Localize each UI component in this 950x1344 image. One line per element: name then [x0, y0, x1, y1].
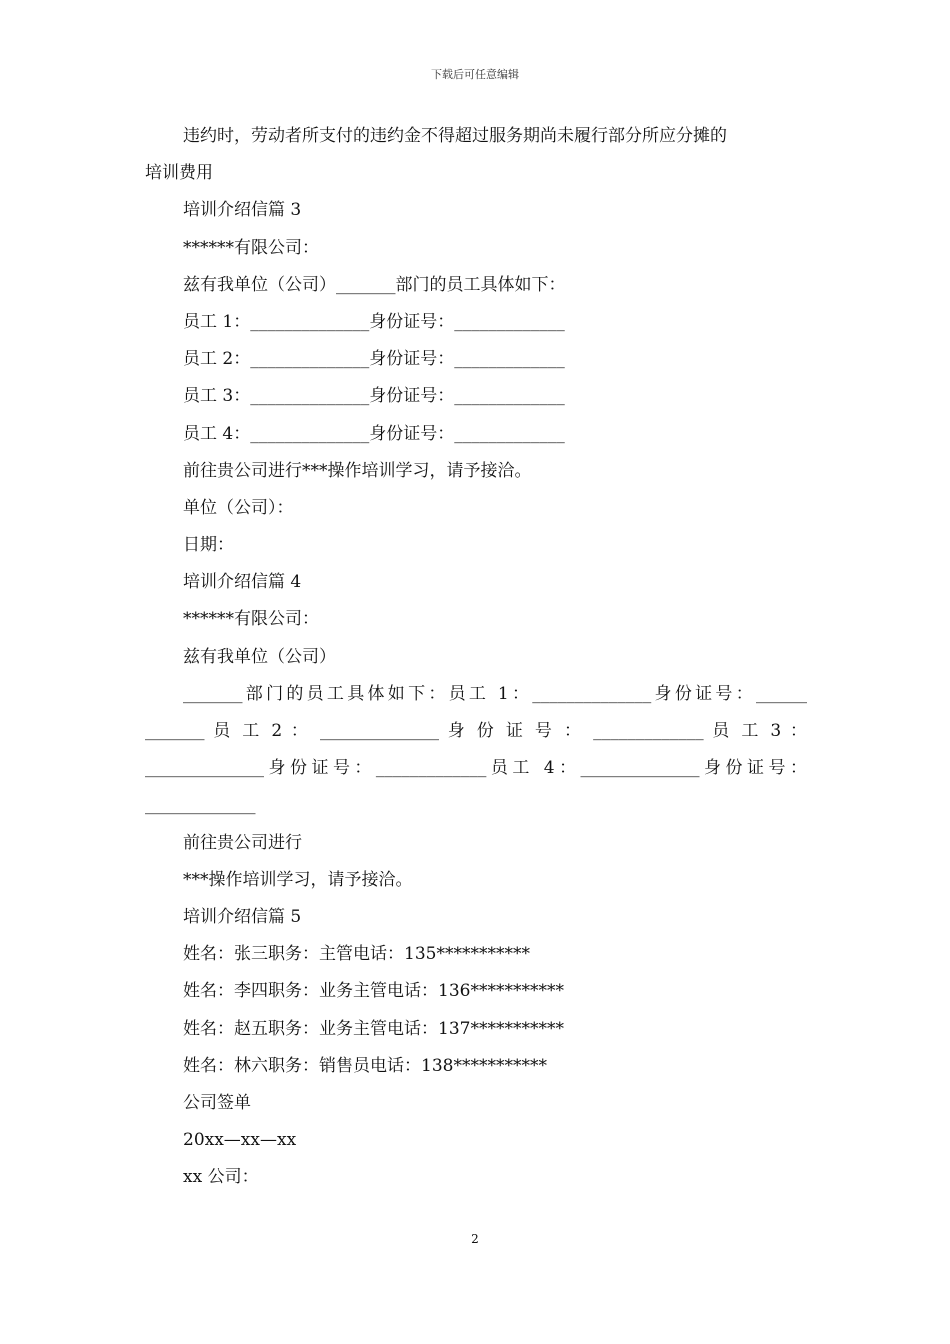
contact-line: 姓名：林六职务：销售员电话：138***********	[183, 1055, 547, 1076]
signature-date: 日期：	[183, 535, 234, 556]
company-line: xx 公司：	[183, 1167, 259, 1188]
paragraph-line: 前往贵公司进行***操作培训学习，请予接洽。	[183, 460, 532, 481]
document-body	[145, 118, 807, 1196]
contact-line: 姓名：李四职务：业务主管电话：136***********	[183, 981, 564, 1002]
contact-line: 姓名：张三职务：主管电话：135***********	[183, 944, 530, 965]
signature-unit: 单位（公司）：	[183, 497, 294, 518]
employee-line: 员工 4：______________身份证号：_____________	[183, 423, 565, 444]
paragraph-line: 前往贵公司进行	[183, 832, 302, 853]
signature-label: 公司签单	[183, 1092, 251, 1113]
signature-date: 20xx—xx—xx	[183, 1130, 297, 1151]
section-heading: 培训介绍信篇 4	[183, 572, 302, 593]
employee-line: 员工 1：______________身份证号：_____________	[183, 311, 565, 332]
salutation: ******有限公司：	[183, 609, 319, 630]
paragraph-line: 违约时，劳动者所支付的违约金不得超过服务期尚未履行部分所应分摊的	[183, 126, 727, 146]
paragraph-line: 兹有我单位（公司）_______部门的员工具体如下：	[183, 274, 566, 295]
section-heading: 培训介绍信篇 3	[183, 200, 302, 221]
paragraph-line: 兹有我单位（公司）	[183, 646, 336, 667]
paragraph-line: _______ 员 工 2 ： ______________ 身 份 证 号 ： _____________ 员 工 3 ：	[145, 721, 807, 741]
page-header: 下载后可任意编辑	[431, 68, 519, 81]
page-number: 2	[471, 1232, 479, 1246]
paragraph-line: 培训费用	[145, 163, 213, 184]
paragraph-line: _____________	[145, 795, 256, 816]
employee-line: 员工 2：______________身份证号：_____________	[183, 349, 565, 370]
paragraph-line: _______部门的员工具体如下：员工 1：______________身份证号：______	[183, 683, 807, 704]
salutation: ******有限公司：	[183, 237, 319, 258]
section-heading: 培训介绍信篇 5	[183, 906, 302, 927]
contact-line: 姓名：赵五职务：业务主管电话：137***********	[183, 1018, 564, 1039]
paragraph-line: ______________身份证号：_____________员工 4：______________身份证号：	[145, 758, 807, 779]
paragraph-line: ***操作培训学习，请予接洽。	[183, 869, 413, 890]
employee-line: 员工 3：______________身份证号：_____________	[183, 386, 565, 407]
